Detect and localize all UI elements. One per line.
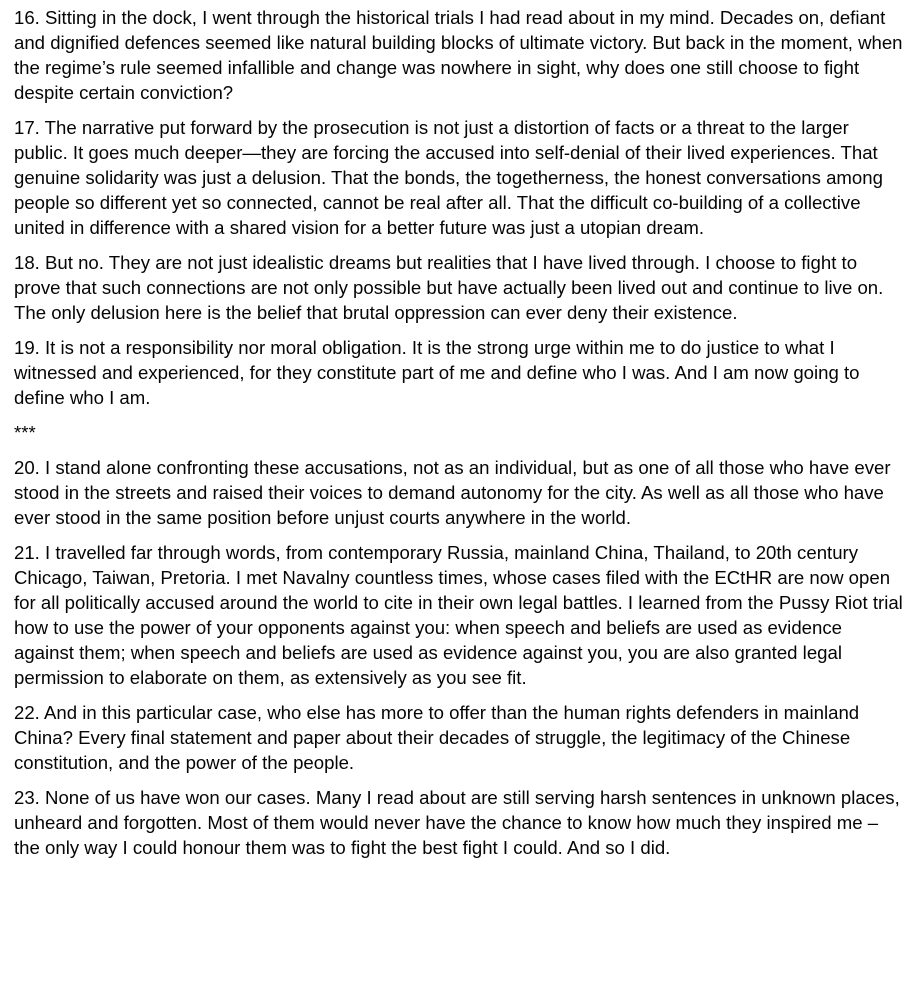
paragraph-21: 21. I travelled far through words, from contemporary Russia, mainland China, Thailand, to 20th century Chicago, Taiwan, Pretoria. I met Navalny countless times, whose cases filed with the ECtHR are now open for all politically accused around the world to cite in their own legal battles. I learned from the Pussy Riot trial how to use the power of your opponents against you: when speech and beliefs are used as evidence against them; when speech and beliefs are used as evidence against you, you are also granted legal permission to elaborate on them, as extensively as you see fit. xyxy=(14,542,903,688)
paragraph-23: 23. None of us have won our cases. Many I read about are still serving harsh sentences in unknown places, unheard and forgotten. Most of them would never have the chance to know how much they inspired me – the only way I could honour them was to fight the best fight I could. And so I did. xyxy=(14,787,900,858)
paragraph-18: 18. But no. They are not just idealistic dreams but realities that I have lived through. I choose to fight to prove that such connections are not only possible but have actually been lived out and continue to live on. The only delusion here is the belief that brutal oppression can ever deny their existence. xyxy=(14,252,884,323)
paragraph-19: 19. It is not a responsibility nor moral obligation. It is the strong urge within me to do justice to what I witnessed and experienced, for they constitute part of me and define who I was. And I am now going to define who I am. xyxy=(14,337,860,408)
paragraph-22: 22. And in this particular case, who else has more to offer than the human rights defenders in mainland China? Every final statement and paper about their decades of struggle, the legitimacy of the Chinese constitution, and the power of the people. xyxy=(14,702,860,773)
paragraph-20: 20. I stand alone confronting these accusations, not as an individual, but as one of all those who have ever stood in the streets and raised their voices to demand autonomy for the city. As well as all those who have ever stood in the same position before unjust courts anywhere in the world. xyxy=(14,457,891,528)
paragraph-16: 16. Sitting in the dock, I went through the historical trials I had read about in my mind. Decades on, defiant and dignified defences seemed like natural building blocks of ultimate victory. But back in the moment, when the regime’s rule seemed infallible and change was nowhere in sight, why does one still choose to fight despite certain conviction? xyxy=(14,7,903,103)
section-separator: *** xyxy=(14,422,36,443)
paragraph-17: 17. The narrative put forward by the prosecution is not just a distortion of facts or a threat to the larger public. It goes much deeper—they are forcing the accused into self-denial of their lived experiences. That genuine solidarity was just a delusion. That the bonds, the togetherness, the honest conversations among people so different yet so connected, cannot be real after all. That the difficult co-building of a collective united in difference with a shared vision for a better future was just a utopian dream. xyxy=(14,117,883,238)
